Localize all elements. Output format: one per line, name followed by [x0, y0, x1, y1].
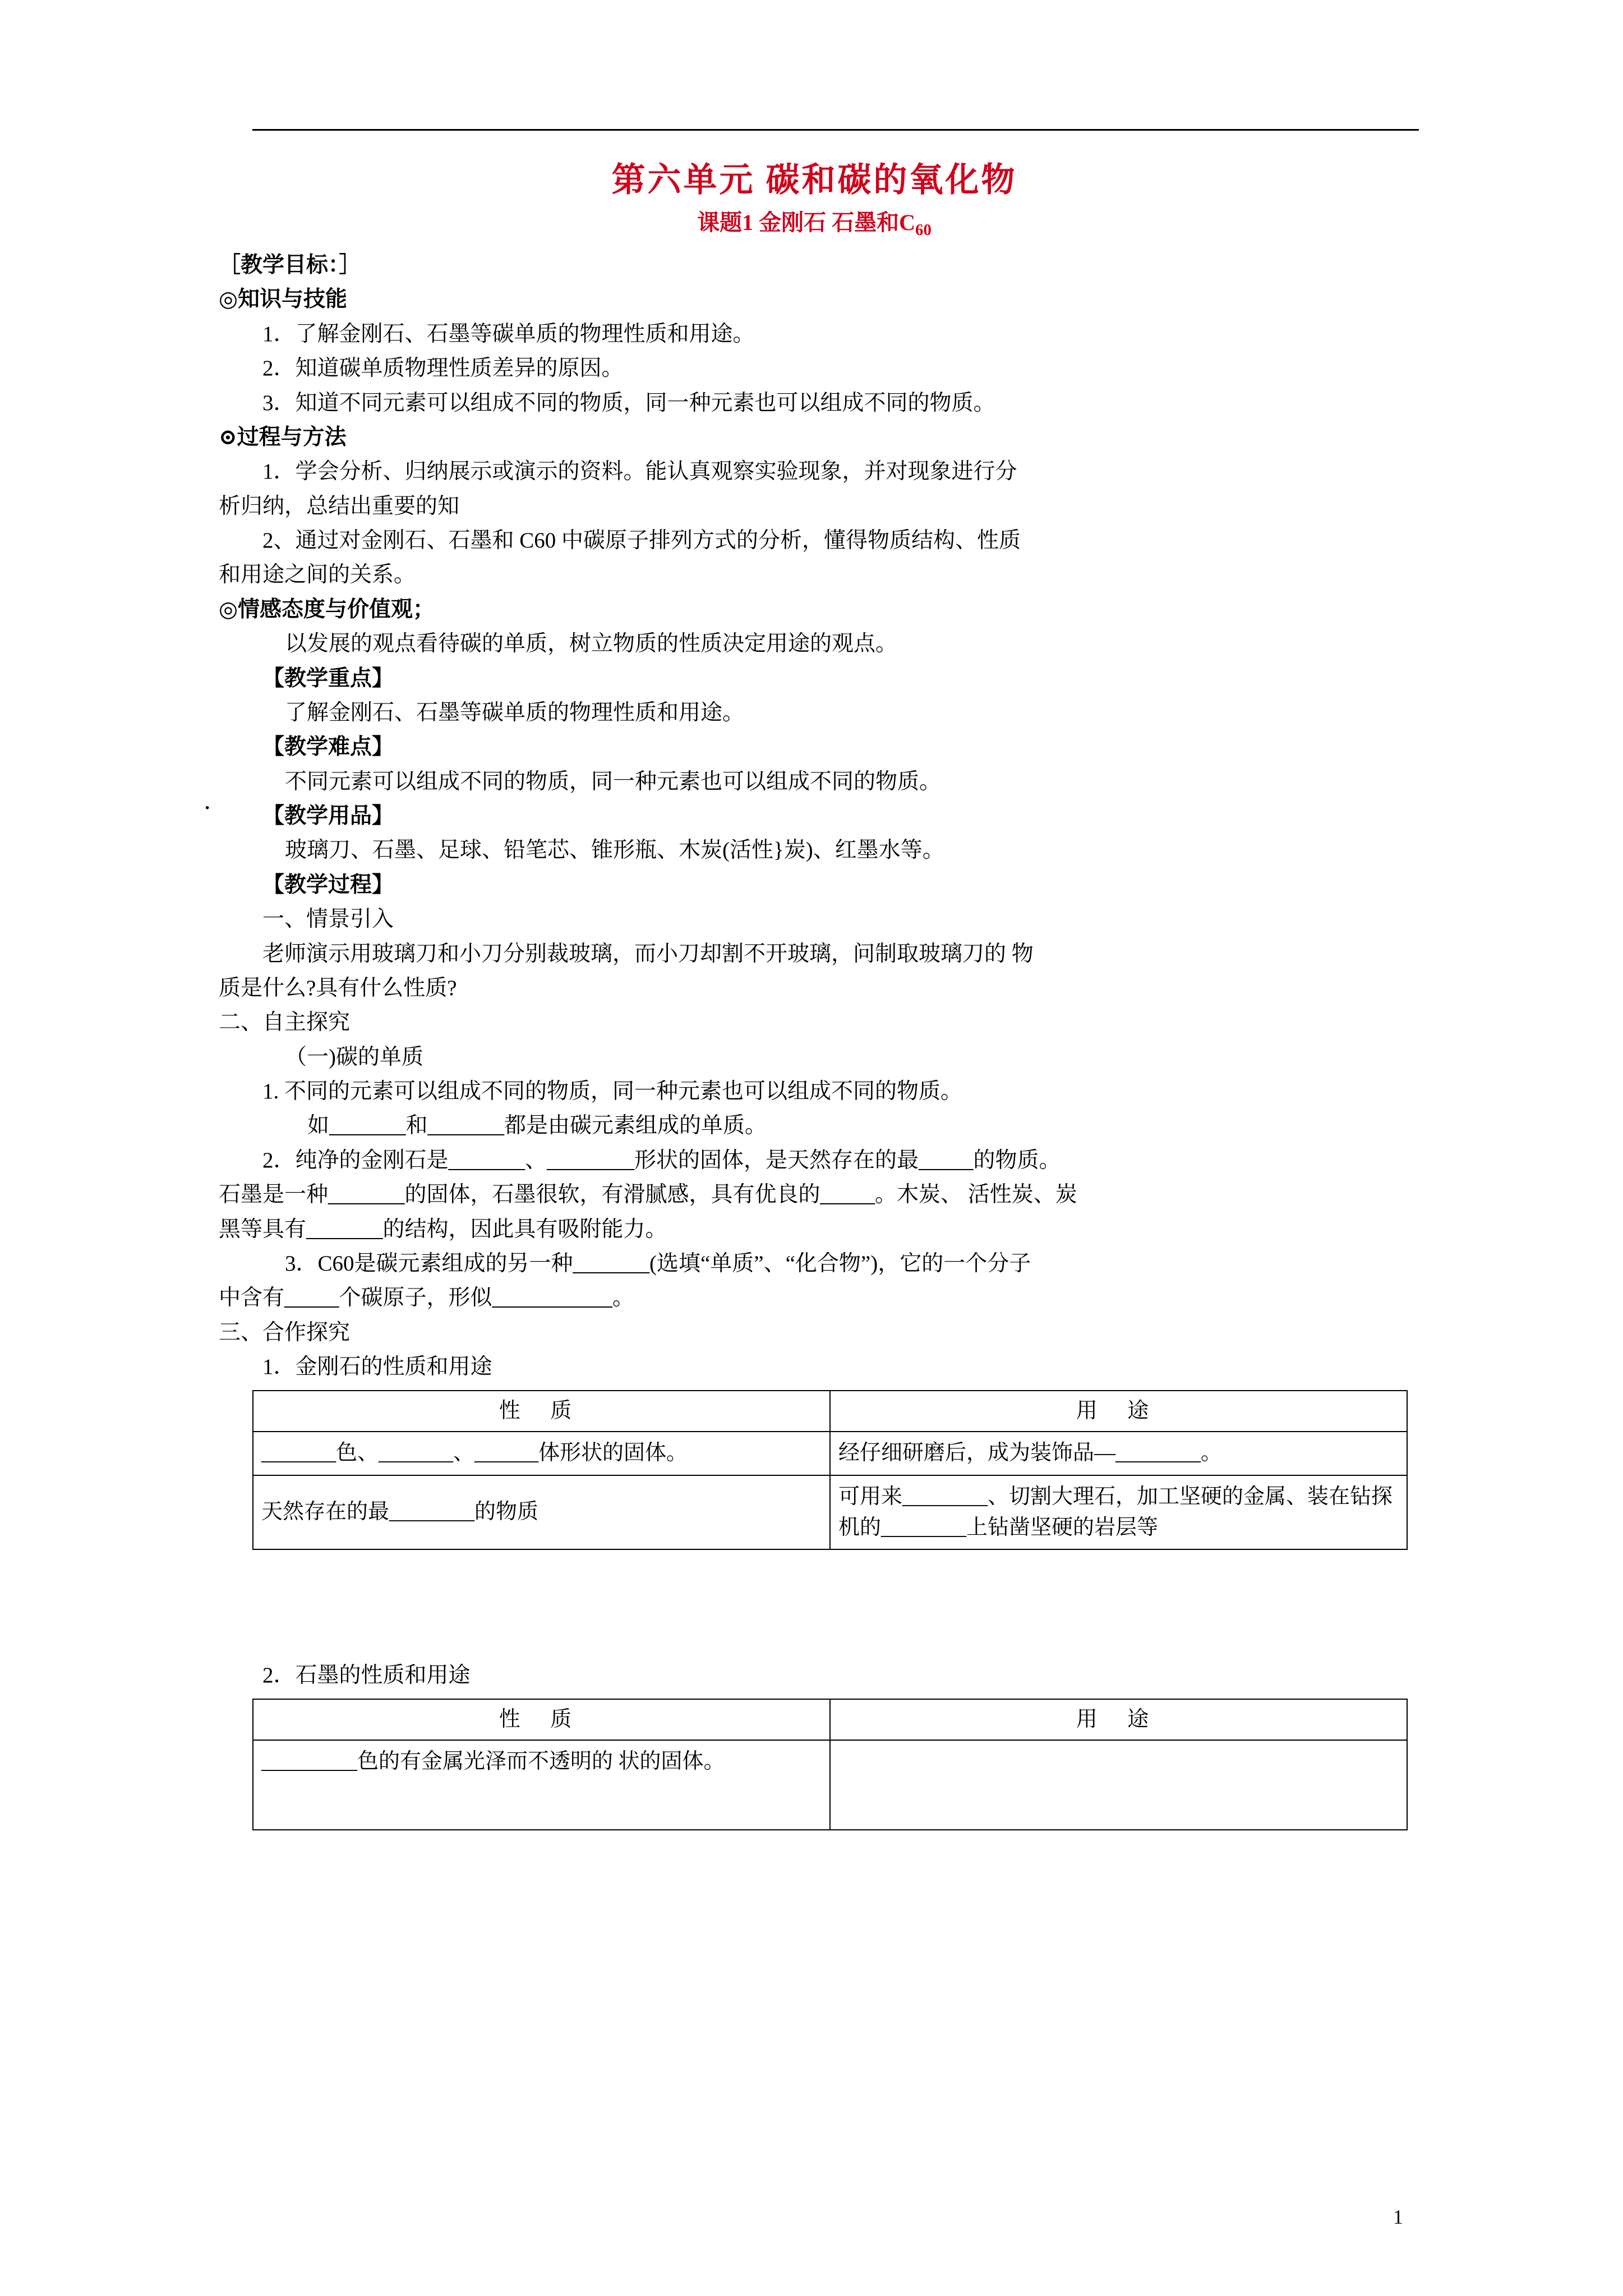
knowledge-header: ◎知识与技能 — [219, 287, 348, 312]
step-2-item-3-line-2: 中含有_____个碳原子，形似___________。 — [219, 1286, 635, 1310]
knowledge-item-1: 1．了解金刚石、石墨等碳单质的物理性质和用途。 — [262, 321, 755, 346]
teaching-supplies-item: 玻璃刀、石墨、足球、铅笔芯、锥形瓶、木炭(活性}炭)、红墨水等。 — [285, 838, 944, 863]
table2-row1-left: _________色的有金属光泽而不透明的 状的固体。 — [253, 1740, 830, 1830]
table2-row1-right — [830, 1740, 1407, 1830]
step-3-item-1-label: 1．金刚石的性质和用途 — [262, 1355, 492, 1379]
page-number: 1 — [1393, 2206, 1403, 2228]
diamond-properties-table — [252, 1390, 1408, 1549]
graphite-properties-table — [252, 1699, 1408, 1830]
objectives-header: ［教学目标：］ — [219, 253, 361, 277]
knowledge-item-2: 2．知道碳单质物理性质差异的原因。 — [262, 356, 624, 381]
subtitle-subscript: 60 — [915, 221, 932, 239]
emotion-attitude-item: 以发展的观点看待碳的单质，树立物质的性质决定用途的观点。 — [285, 632, 898, 656]
teaching-process-header: 【教学过程】 — [262, 872, 394, 897]
table1-header-left: 性 质 — [253, 1391, 830, 1432]
table2-header-left: 性 质 — [253, 1699, 830, 1740]
table-gap-spacer — [219, 1556, 1410, 1640]
table-row — [253, 1475, 1407, 1549]
subtitle-text: 课题1 金刚石 石墨和C — [697, 210, 916, 235]
step-3-heading: 三、合作探究 — [219, 1320, 351, 1345]
step-2-item-1-blank-line: 如_______和_______都是由碳元素组成的单质。 — [307, 1114, 767, 1138]
teaching-focus-header: 【教学重点】 — [262, 666, 394, 691]
table1-row2-right: 可用来________、切割大理石，加工坚硬的金属、装在钻探机的________上钻凿坚硬的岩层等 — [830, 1475, 1407, 1549]
step-3-item-2-label: 2．石墨的性质和用途 — [262, 1663, 471, 1687]
step-2-subheading: （一)碳的单质 — [285, 1045, 423, 1069]
step-2-item-2-line-3: 黑等具有_______的结构，因此具有吸附能力。 — [219, 1217, 667, 1241]
process-item-1-line-1: 1．学会分析、归纳展示或演示的资料。能认真观察实验现象，并对现象进行分 — [262, 459, 1017, 484]
teaching-supplies-header: · 【教学用品】 — [219, 800, 1410, 831]
step-2-item-3-line-1: 3．C60是碳元素组成的另一种_______(选填“单质”、“化合物”)，它的一个分子 — [285, 1251, 1031, 1276]
emotion-attitude-header: ◎情感态度与价值观； — [219, 597, 435, 622]
process-item-1-line-2: 析归纳，总结出重要的知 — [219, 494, 460, 518]
teaching-focus-item: 了解金刚石、石墨等碳单质的物理性质和用途。 — [285, 700, 745, 725]
page-subtitle — [219, 205, 1410, 240]
table1-row1-left: _______色、_______、______体形状的固体。 — [253, 1432, 830, 1475]
teaching-difficulty-header: 【教学难点】 — [262, 735, 394, 760]
process-method-header: ⊙过程与方法 — [219, 425, 347, 449]
knowledge-item-3: 3．知道不同元素可以组成不同的物质，同一种元素也可以组成不同的物质。 — [262, 390, 995, 415]
table2-header-right: 用 途 — [830, 1699, 1407, 1740]
table-row — [253, 1391, 1407, 1432]
table1-header-right: 用 途 — [830, 1391, 1407, 1432]
teaching-difficulty-item: 不同元素可以组成不同的物质，同一种元素也可以组成不同的物质。 — [285, 769, 942, 794]
step-2-heading: 二、自主探究 — [219, 1010, 351, 1035]
process-item-2-line-2: 和用途之间的关系。 — [219, 563, 416, 587]
table-row — [253, 1699, 1407, 1740]
header-rule — [252, 129, 1419, 131]
table1-row2-left: 天然存在的最________的物质 — [253, 1475, 830, 1549]
step-1-line-1: 老师演示用玻璃刀和小刀分别裁玻璃，而小刀却割不开玻璃，问制取玻璃刀的 物 — [262, 941, 1034, 966]
table-row — [253, 1432, 1407, 1475]
step-1-heading: 一、情景引入 — [262, 907, 394, 932]
step-2-item-2-line-2: 石墨是一种_______的固体，石墨很软，有滑腻感，具有优良的_____。木炭、 活性炭、炭 — [219, 1182, 1077, 1207]
process-item-2-line-1: 2、通过对金刚石、石墨和 C60 中碳原子排列方式的分析，懂得物质结构、性质 — [262, 528, 1021, 553]
step-2-item-1: 1. 不同的元素可以组成不同的物质，同一种元素也可以组成不同的物质。 — [262, 1079, 963, 1103]
page-title: 第六单元 碳和碳的氧化物 — [611, 162, 1017, 199]
table1-row1-right: 经仔细研磨后，成为装饰品—________。 — [830, 1432, 1407, 1475]
step-2-item-2-line-1: 2．纯净的金刚石是_______、________形状的固体，是天然存在的最_____的物质。 — [262, 1148, 1061, 1172]
step-1-line-2: 质是什么?具有什么性质? — [219, 976, 457, 1000]
table-row — [253, 1740, 1407, 1830]
